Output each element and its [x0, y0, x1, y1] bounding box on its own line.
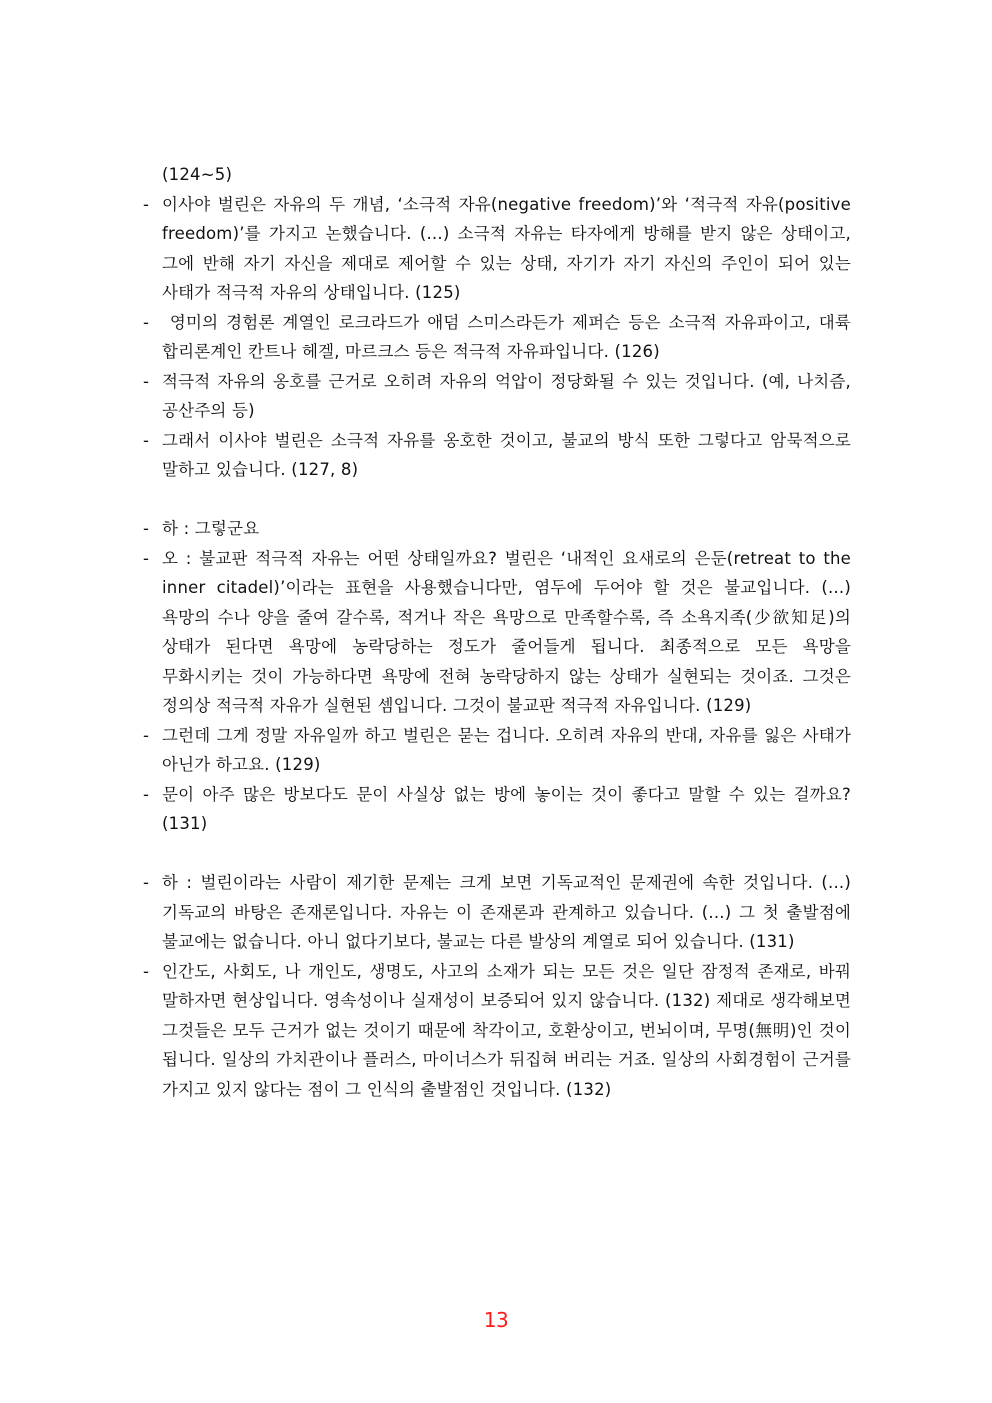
bullet-dash: - — [143, 784, 150, 804]
paragraph-text: (124~5) — [162, 165, 233, 184]
paragraph-text: 영미의 경험론 계열인 로크라드가 애덤 스미스라든가 제퍼슨 등은 소극적 자유파이고, 대륙 합리론계인 칸트나 헤겔, 마르크스 등은 적극적 자유파입니다. (126) — [162, 312, 857, 361]
bullet-item — [143, 367, 851, 426]
paragraph-text: 문이 아주 많은 방보다도 문이 사실상 없는 방에 놓이는 것이 좋다고 말할 수 있는 걸까요? (131) — [162, 784, 851, 833]
paragraph-text: 인간도, 사회도, 나 개인도, 생명도, 사고의 소재가 되는 모든 것은 일단 잠정적 존재로, 바꿔 말하자면 현상입니다. 영속성이나 실재성이 보증되어 있지 않습니다. (132) 제대로 생각해보면 그것들은 모두 근거가 없는 것이기 때문에 착각이고, 호환상이고, 번뇌이며, 무명(無明)인 것이 됩니다. 일상의 가치관이나 플러스, 마이너스가 뒤집혀 버리는 거죠. 일상의 사회경험이 근거를 가지고 있지 않다는 점이 그 인식의 출발점인 것입니다. (132) — [162, 961, 851, 1099]
bullet-item — [143, 780, 851, 839]
bullet-dash: - — [143, 194, 150, 214]
paragraph-text: 하 : 벌린이라는 사람이 제기한 문제는 크게 보면 기독교적인 문제권에 속한 것입니다. (...) 기독교의 바탕은 존재론입니다. 자유는 이 존재론과 관계하고 있습니다. (...) 그 첫 출발점에 불교에는 없습니다. 아니 없다기보다, 불교는 다른 발상의 계열로 되어 있습니다. (131) — [162, 873, 851, 951]
bullet-item — [143, 514, 851, 544]
bullet-item — [143, 544, 851, 721]
blank-line — [143, 485, 851, 515]
bullet-dash: - — [143, 961, 150, 981]
bullet-dash: - — [143, 312, 150, 332]
bullet-dash: - — [143, 519, 150, 538]
document-body — [143, 160, 857, 1104]
bullet-item — [143, 190, 851, 308]
paragraph-text: 이사야 벌린은 자유의 두 개념, ‘소극적 자유(negative freedom)’와 ‘적극적 자유(positive freedom)’를 가지고 논했습니다. (...) 소극적 자유는 타자에게 방해를 받지 않은 상태이고, 그에 반해 자기 자신을 제대로 제어할 수 있는 상태, 자기가 자기 자신의 주인이 되어 있는 사태가 적극적 자유의 상태입니다. (125) — [162, 194, 851, 302]
paragraph-text: 하 : 그렇군요 — [162, 519, 260, 538]
paragraph-text: 오 : 불교판 적극적 자유는 어떤 상태일까요? 벌린은 ‘내적인 요새로의 은둔(retreat to the inner citadel)’이라는 표현을 사용했습니다만, 염두에 두어야 할 것은 불교입니다. (...) 욕망의 수나 양을 줄여 갈수록, 적거나 작은 욕망으로 만족할수록, 즉 소욕지족(少欲知足)의 상태가 된다면 욕망에 농락당하는 정도가 줄어들게 됩니다. 최종적으로 모든 욕망을 무화시키는 것이 가능하다면 욕망에 전혀 농락당하지 않는 상태가 실현되는 것이죠. 그것은 정의상 적극적 자유가 실현된 셈입니다. 그것이 불교판 적극적 자유입니다. (129) — [162, 548, 851, 715]
bullet-item — [143, 868, 851, 957]
blank-line — [143, 839, 851, 869]
page-number: 13 — [483, 1308, 509, 1332]
bullet-item — [143, 721, 851, 780]
bullet-dash: - — [143, 873, 150, 892]
continuation-text — [143, 160, 851, 190]
bullet-item — [143, 308, 857, 367]
paragraph-text: 그런데 그게 정말 자유일까 하고 벌린은 묻는 겁니다. 오히려 자유의 반대, 자유를 잃은 사태가 아닌가 하고요. (129) — [162, 725, 851, 774]
bullet-dash: - — [143, 430, 150, 450]
bullet-item — [143, 957, 851, 1105]
paragraph-text: 그래서 이사야 벌린은 소극적 자유를 옹호한 것이고, 불교의 방식 또한 그렇다고 암묵적으로 말하고 있습니다. (127, 8) — [162, 430, 851, 479]
bullet-dash: - — [143, 371, 150, 391]
bullet-dash: - — [143, 725, 150, 745]
bullet-dash: - — [143, 548, 150, 568]
paragraph-text: 적극적 자유의 옹호를 근거로 오히려 자유의 억압이 정당화될 수 있는 것입니다. (예, 나치즘, 공산주의 등) — [162, 371, 851, 420]
bullet-item — [143, 426, 851, 485]
